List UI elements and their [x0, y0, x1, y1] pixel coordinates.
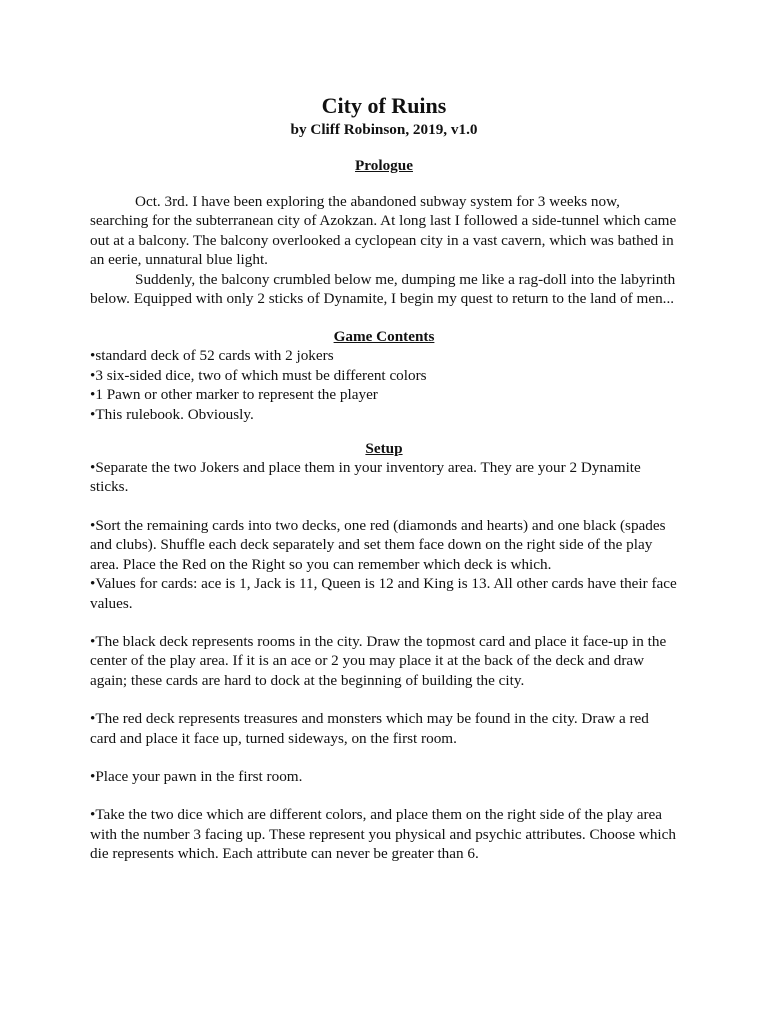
game-contents-heading: Game Contents	[333, 328, 435, 346]
document-title: City of Ruins	[321, 93, 447, 118]
document-byline: by Cliff Robinson, 2019, v1.0	[290, 121, 478, 138]
list-item: •This rulebook. Obviously.	[90, 405, 254, 423]
setup-paragraph: •Place your pawn in the first room.	[90, 767, 303, 785]
prologue-paragraph: Suddenly, the balcony crumbled below me, dumping me like a rag-doll into the labyrinth below. Equipped with only 2 sticks of Dynamite, I begin my quest to return to the land of men...	[90, 270, 676, 308]
prologue-heading: Prologue	[355, 157, 413, 174]
setup-paragraph: •Separate the two Jokers and place them in your inventory area. They are your 2 Dynamite sticks.	[90, 459, 641, 496]
setup-paragraph: •Sort the remaining cards into two decks, one red (diamonds and hearts) and one black (spades and clubs). Shuffle each deck separately and set them face down on the right side of the play area. Place the Red on the Right so you can remember which deck is which.	[90, 516, 666, 573]
setup-heading: Setup	[365, 440, 403, 458]
list-item: •3 six-sided dice, two of which must be different colors	[90, 366, 427, 384]
list-item: •standard deck of 52 cards with 2 jokers	[90, 347, 334, 365]
list-item: •1 Pawn or other marker to represent the player	[90, 386, 378, 404]
prologue-paragraph: Oct. 3rd. I have been exploring the abandoned subway system for 3 weeks now, searching for the subterranean city of Azokzan. At long last I followed a side-tunnel which came out at a balcony. The balcony overlooked a cyclopean city in a vast cavern, which was bathed in an eerie, unnatural blue light.	[90, 193, 677, 269]
document-page	[90, 92, 678, 864]
game-contents-list	[90, 346, 678, 424]
setup-paragraph: •The red deck represents treasures and monsters which may be found in the city. Draw a red card and place it face up, turned sideways, on the first room.	[90, 710, 649, 747]
setup-paragraph: •The black deck represents rooms in the city. Draw the topmost card and place it face-up in the center of the play area. If it is an ace or 2 you may place it at the back of the deck and draw again; these cards are hard to dock at the beginning of building the city.	[90, 632, 667, 689]
setup-paragraph: •Take the two dice which are different colors, and place them on the right side of the play area with the number 3 facing up. These represent you physical and psychic attributes. Choose which die represents which. Each attribute can never be greater than 6.	[90, 806, 676, 863]
setup-paragraph: •Values for cards: ace is 1, Jack is 11, Queen is 12 and King is 13. All other cards have their face values.	[90, 575, 677, 612]
